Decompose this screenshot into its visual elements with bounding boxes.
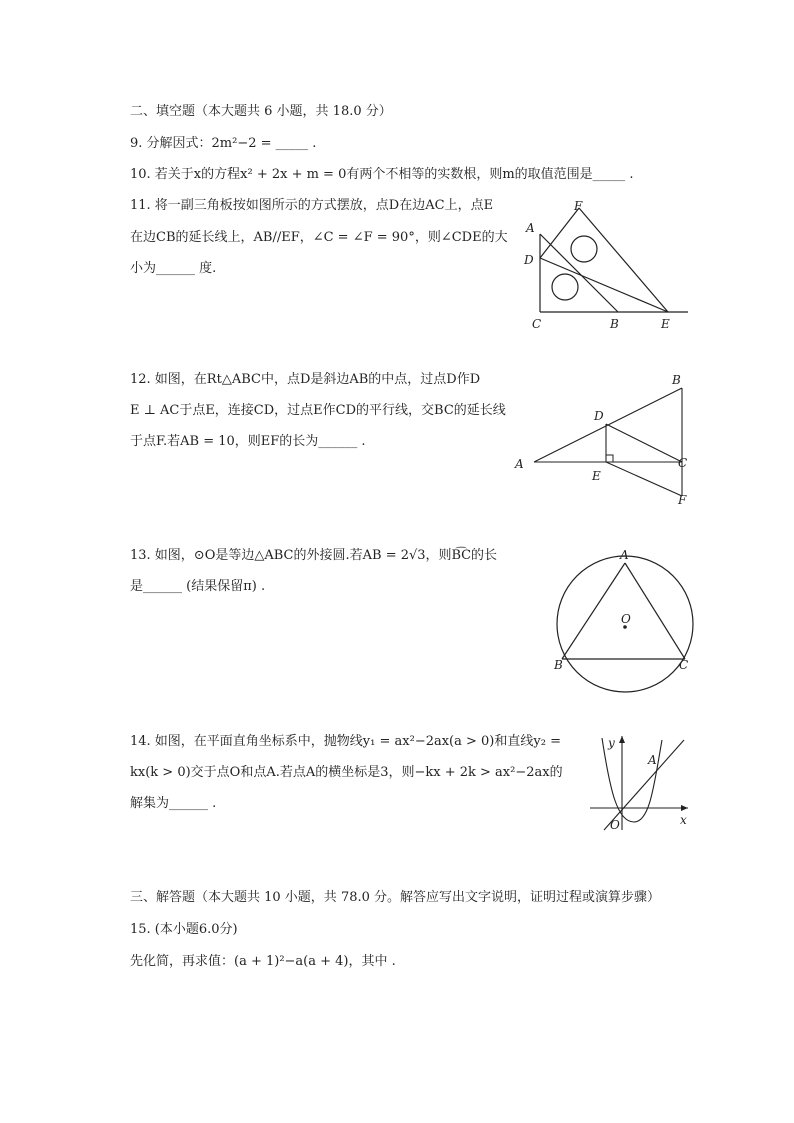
question-14-line1: 14. 如图，在平面直角坐标系中，抛物线y₁ = ax²−2ax(a > 0)和直线y₂ = [130,734,561,749]
question-12-line2: E ⊥ AC于点E，连接CD，过点E作CD的平行线，交BC的延长线 [130,403,506,418]
q13-label-A: A [620,548,629,562]
q14-label-O: O [610,818,620,832]
q11-label-E: E [661,317,670,331]
question-11-line3: 小为______ 度. [130,261,217,276]
question-13-line2: 是______ (结果保留π) . [130,579,266,594]
q13-label-O: O [621,612,631,626]
question-11-line1: 11. 将一副三角板按如图所示的方式摆放，点D在边AC上，点E [130,198,494,213]
question-14-line3: 解集为______ . [130,796,217,811]
q13-circle-figure [550,545,700,697]
q12-label-B: B [672,373,681,387]
q14-graph-figure [584,730,694,835]
q11-label-D: D [524,253,534,267]
q13-label-C: C [679,658,689,672]
question-11-line2: 在边CB的延长线上，AB//EF，∠C = ∠F = 90°，则∠CDE的大 [130,230,508,245]
question-15-score: 15. (本小题6.0分) [130,922,238,937]
question-14-line2: kx(k > 0)交于点O和点A.若点A的横坐标是3，则−kx + 2k > ax²−2ax的 [130,765,563,780]
q12-label-E: E [592,469,601,483]
section2-heading: 二、填空题（本大题共 6 小题，共 18.0 分） [130,104,392,119]
q12-label-C: C [678,456,688,470]
q14-label-y: y [608,736,615,750]
q12-label-F: F [678,493,687,507]
q14-label-x: x [680,813,687,827]
q11-label-F: F [574,199,583,213]
q12-label-D: D [594,409,604,423]
question-12-line1: 12. 如图，在Rt△ABC中，点D是斜边AB的中点，过点D作D [130,372,481,387]
question-15-text: 先化简，再求值：(a + 1)²−a(a + 4)，其中 . [130,954,396,969]
question-13-line1: 13. 如图，⊙O是等边△ABC的外接圆.若AB = 2√3，则B͡C的长 [130,548,498,563]
q11-label-A: A [526,221,535,235]
q11-triangle-figure [518,196,698,336]
q11-label-B: B [610,317,619,331]
section3-heading: 三、解答题（本大题共 10 小题，共 78.0 分。解答应写出文字说明，证明过程或演算步骤） [130,890,661,905]
q13-label-B: B [554,658,563,672]
q11-label-C: C [532,317,542,331]
q14-label-A: A [648,753,657,767]
question-12-line3: 于点F.若AB = 10，则EF的长为______ . [130,434,366,449]
q12-label-A: A [515,457,524,471]
q12-triangle-figure [510,368,700,513]
question-9: 9. 分解因式：2m²−2 = _____ . [130,136,317,151]
question-10: 10. 若关于x的方程x² + 2x + m = 0有两个不相等的实数根，则m的取值范围是_____ . [130,167,634,182]
